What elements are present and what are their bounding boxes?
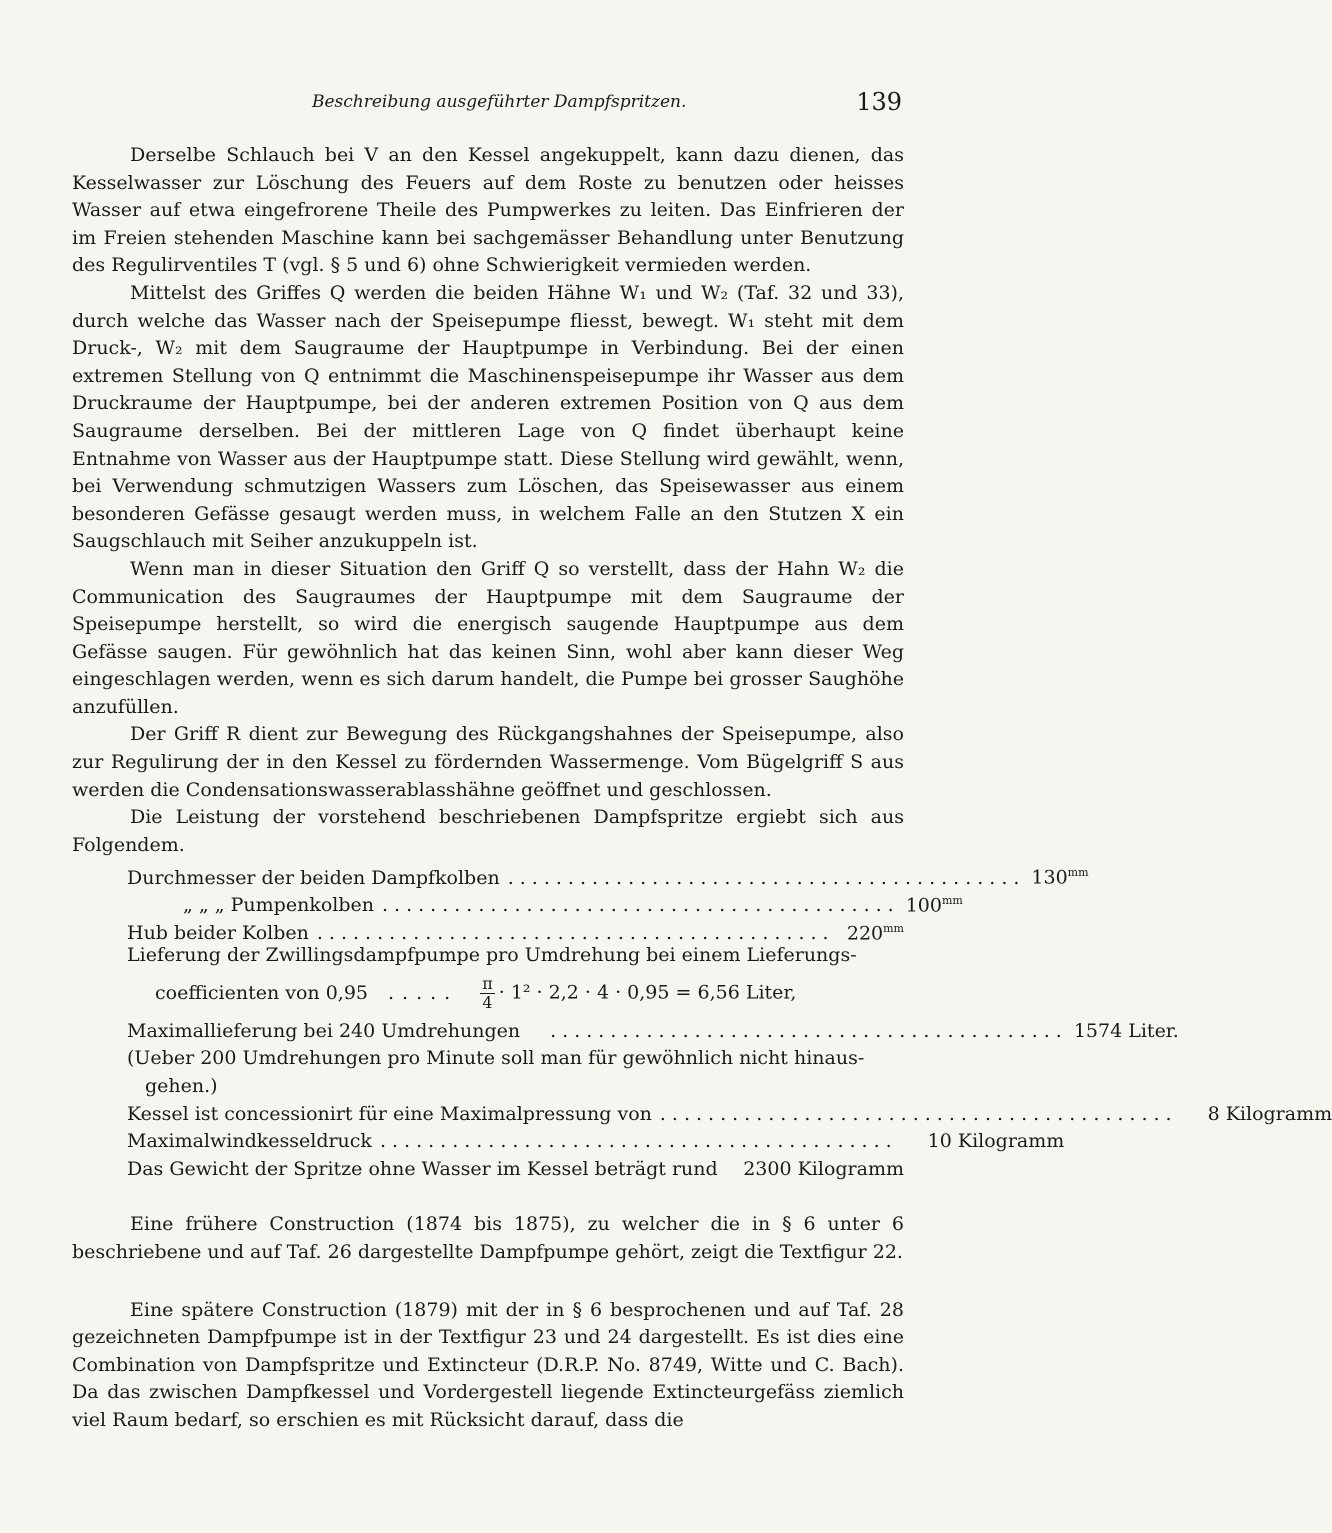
spec-value: 1574 Liter. bbox=[1073, 1019, 1179, 1042]
spacer bbox=[72, 1267, 904, 1297]
spec-value: 8 Kilogramm bbox=[1207, 1102, 1332, 1125]
paragraph-6: Eine frühere Construction (1874 bis 1875), zu welcher die in § 6 unter 6 beschriebene und auf Taf. 26 dargestellte Dampfpumpe gehört, zeigt die Textfigur 22. bbox=[72, 1213, 904, 1263]
leader-dots: ........................................... bbox=[550, 1019, 1068, 1042]
spacer bbox=[72, 1183, 904, 1211]
note-line: (Ueber 200 Umdrehungen pro Minute soll man für gewöhnlich nicht hinaus- bbox=[127, 1047, 865, 1070]
paragraph-5: Die Leistung der vorstehend beschriebenen Dampfspritze ergiebt sich aus Folgendem. bbox=[72, 806, 904, 856]
page-body bbox=[72, 142, 1332, 1435]
spec-label: Maximalwindkesseldruck bbox=[127, 1130, 372, 1153]
spec-value: 10 Kilogramm bbox=[927, 1130, 1065, 1153]
spec-formula-row bbox=[127, 970, 904, 1018]
spec-row bbox=[127, 1018, 1179, 1046]
leader-dots: ........................................... bbox=[507, 866, 1026, 889]
spec-row bbox=[127, 1128, 1065, 1156]
spec-row bbox=[127, 1156, 904, 1184]
performance-specs bbox=[127, 859, 1332, 1183]
paragraph-7: Eine spätere Construction (1879) mit der in § 6 besprochenen und auf Taf. 28 gezeichneten Dampfpumpe ist in der Textfigur 23 und 24 dargestellt. Es ist dies eine Combination von Dampfspritze und Extincteur (D.R.P. No. 8749, Witte und C. Bach). Da das zwischen Dampfkessel und Vordergestell liegende Extincteurgefäss ziemlich viel Raum bedarf, so erschien es mit Rücksicht darauf, dass die bbox=[72, 1298, 904, 1431]
spec-label: „ „ „ Pumpenkolben bbox=[183, 894, 375, 917]
spec-value: 2300 Kilogramm bbox=[743, 1157, 904, 1180]
leader-dots: ........................................... bbox=[316, 921, 835, 944]
page-number: 139 bbox=[856, 88, 902, 116]
spec-value: $100^{mm}$ bbox=[905, 894, 963, 917]
spec-row bbox=[127, 942, 904, 970]
spec-row bbox=[127, 1101, 1332, 1129]
spec-label: Durchmesser der beiden Dampfkolben bbox=[127, 866, 500, 889]
formula: $\frac{\pi}{4}$ · 1² · 2,2 · 4 · 0,95 = 6,56 Liter, bbox=[482, 974, 797, 1013]
spec-label: coefficienten von 0,95 bbox=[155, 982, 369, 1005]
leader-dots: ........................................... bbox=[382, 894, 900, 917]
spec-label: Maximallieferung bei 240 Umdrehungen bbox=[127, 1019, 521, 1042]
leader-dots: ........................................... bbox=[379, 1130, 898, 1153]
spec-row bbox=[127, 859, 1089, 889]
spec-label: Hub beider Kolben bbox=[127, 921, 309, 944]
paragraph-4: Der Griff R dient zur Bewegung des Rückgangshahnes der Speisepumpe, also zur Regulirung der in den Kessel zu fördernden Wassermenge. Vom Bügelgriff S aus werden die Condensationswasserablasshähne geöffnet und geschlossen. bbox=[72, 723, 904, 801]
paragraph-1: Derselbe Schlauch bei V an den Kessel angekuppelt, kann dazu dienen, das Kesselwasser zur Löschung des Feuers auf dem Roste zu benutzen oder heisses Wasser auf etwa eingefrorene Theile des Pumpwerkes zu leiten. Das Einfrieren der im Freien stehenden Maschine kann bei sachgemässer Behandlung unter Benutzung des Regulirventiles T (vgl. § 5 und 6) ohne Schwierigkeit vermieden werden. bbox=[72, 144, 904, 277]
note-line: gehen.) bbox=[145, 1075, 218, 1097]
running-header bbox=[72, 88, 904, 118]
spec-value: $130^{mm}$ bbox=[1031, 866, 1089, 889]
spec-label: Kessel ist concessionirt für eine Maximalpressung von bbox=[127, 1102, 652, 1125]
spec-value: $220^{mm}$ bbox=[846, 921, 904, 944]
spec-label: Lieferung der Zwillingsdampfpumpe pro Umdrehung bei einem Lieferungs- bbox=[127, 944, 857, 967]
running-title: Beschreibung ausgeführter Dampfspritzen. bbox=[312, 92, 687, 112]
leader-dots: ..... bbox=[388, 982, 459, 1005]
fraction: $\frac{\pi}{4}$ bbox=[482, 974, 493, 1013]
spec-note bbox=[127, 1045, 904, 1100]
paragraph-2: Mittelst des Griffes Q werden die beiden Hähne W₁ und W₂ (Taf. 32 und 33), durch welche das Wasser nach der Speisepumpe fliesst, bewegt. W₁ steht mit dem Druck-, W₂ mit dem Saugraume der Hauptpumpe in Verbindung. Bei der einen extremen Stellung von Q entnimmt die Maschinenspeisepumpe ihr Wasser aus dem Druckraume der Hauptpumpe, bei der anderen extremen Position von Q aus dem Saugraume derselben. Bei der mittleren Lage von Q findet überhaupt keine Entnahme von Wasser aus der Hauptpumpe statt. Diese Stellung wird gewählt, wenn, bei Verwendung schmutzigen Wassers zum Löschen, das Speisewasser aus einem besonderen Gefässe gesaugt werden muss, in welchem Falle an den Stutzen X ein Saugschlauch mit Seiher anzukuppeln ist. bbox=[72, 281, 904, 553]
leader-dots: ........................................... bbox=[659, 1102, 1178, 1125]
paragraph-3: Wenn man in dieser Situation den Griff Q so verstellt, dass der Hahn W₂ die Communication des Saugraumes der Hauptpumpe mit dem Saugraume der Speisepumpe herstellt, so wird die energisch saugende Hauptpumpe aus dem Gefässe saugen. Für gewöhnlich hat das keinen Sinn, wohl aber kann dieser Weg eingeschlagen werden, wenn es sich darum handelt, die Pumpe bei grosser Saughöhe anzufüllen. bbox=[72, 557, 904, 718]
spec-label: Das Gewicht der Spritze ohne Wasser im Kessel beträgt rund bbox=[127, 1157, 718, 1180]
